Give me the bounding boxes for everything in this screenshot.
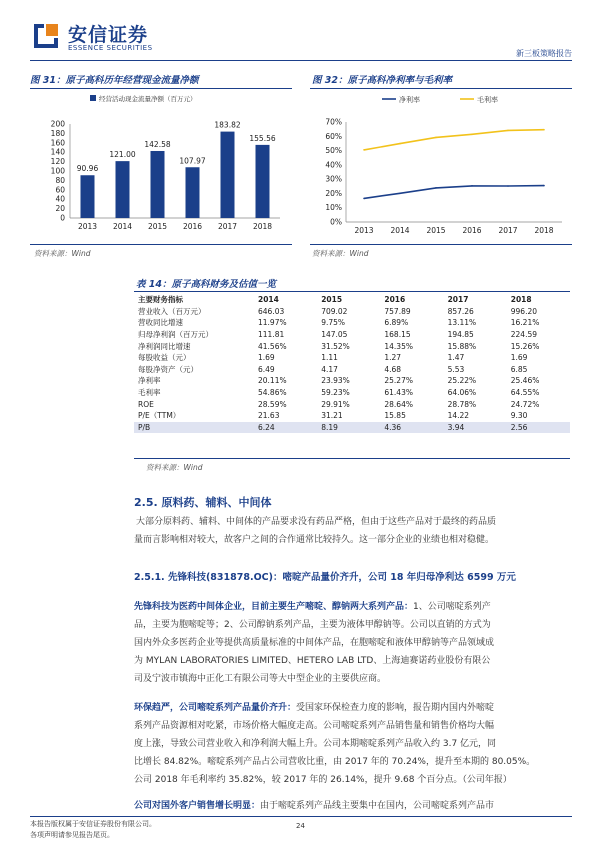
series-point [399, 192, 401, 194]
table-cell: 857.26 [447, 306, 474, 316]
x-tick-label: 2016 [462, 226, 482, 235]
table-14-title: 表 14：原子高科财务及估值一览 [136, 279, 277, 290]
x-tick-label: 2018 [252, 222, 273, 231]
table-row [134, 387, 570, 399]
series-line [364, 186, 544, 199]
x-tick-label: 2016 [182, 222, 203, 231]
bar-data-label: 107.97 [179, 156, 206, 166]
table-cell: 4.68 [384, 364, 402, 374]
table-row-label: 营收同比增速 [138, 318, 183, 328]
y-tick-label: 160 [50, 138, 65, 148]
paragraph-1-text: 1、公司嘧啶系列产 [413, 602, 491, 612]
series-point [543, 129, 545, 131]
table-cell: 1.11 [321, 353, 338, 363]
table-row [134, 306, 570, 318]
margin-line-chart [310, 92, 572, 242]
table-cell: 3.94 [444, 422, 507, 434]
brand-name-english: ESSENCE SECURITIES [68, 44, 153, 52]
table-row-label: 每股净资产（元） [138, 364, 198, 374]
table-row [134, 375, 570, 387]
footer-divider [30, 816, 572, 817]
table-cell: 14.22 [447, 411, 470, 421]
paragraph-3-line-1 [134, 798, 494, 816]
x-tick-label: 2013 [354, 226, 374, 235]
table-cell: 5.53 [447, 364, 465, 374]
y-tick-label: 100 [50, 166, 65, 176]
table-row-label: 净利润同比增速 [138, 341, 191, 351]
bar [151, 151, 165, 218]
table-header-row [134, 294, 570, 306]
table-row-label: P/B [134, 422, 254, 434]
series-point [435, 187, 437, 189]
table-header-cell: 2015 [321, 295, 343, 305]
table-cell: 709.02 [321, 306, 348, 316]
y-tick-label: 200 [50, 119, 65, 129]
table-cell: 9.30 [510, 411, 528, 421]
figure-31-title: 图 31：原子高科历年经营现金流量净额 [30, 75, 199, 86]
table-cell: 194.85 [447, 330, 474, 340]
figure-31-bottom-rule [30, 244, 292, 245]
table-cell: 9.75% [321, 318, 346, 328]
y-tick-label: 30% [325, 174, 342, 184]
table-row-label: P/E（TTM） [138, 411, 181, 421]
series-point [471, 185, 473, 187]
series-point [399, 143, 401, 145]
table-cell: 64.55% [510, 388, 540, 398]
x-tick-label: 2014 [390, 226, 410, 235]
table-14-source: 资料来源：Wind [146, 463, 203, 472]
table-cell: 54.86% [258, 388, 287, 398]
table-cell: 25.27% [384, 376, 413, 386]
paragraph-2-text: 受国家环保检查力度的影响，报告期内国内外嘧啶 [296, 703, 495, 713]
table-header-cell: 2014 [258, 295, 279, 305]
cashflow-bar-chart [30, 92, 292, 242]
financials-table [134, 294, 570, 433]
table-cell: 20.11% [258, 376, 287, 386]
table-cell: 64.06% [447, 388, 477, 398]
series-point [471, 133, 473, 135]
series-point [543, 185, 545, 187]
table-cell: 25.46% [510, 376, 540, 386]
y-tick-label: 0 [60, 213, 65, 223]
table-row [134, 398, 570, 410]
bar-data-label: 121.00 [109, 150, 136, 160]
footer-copyright: 本报告版权属于安信证券股份有限公司。 [30, 820, 156, 828]
table-cell: 59.23% [321, 388, 350, 398]
table-cell: 28.78% [447, 399, 477, 409]
table-cell: 757.89 [384, 306, 411, 316]
table-cell: 6.49 [258, 364, 275, 374]
series-point [363, 149, 365, 151]
table-cell: 16.21% [510, 318, 540, 328]
x-tick-label: 2015 [426, 226, 446, 235]
table-14-rule [134, 291, 570, 292]
table-cell: 4.17 [321, 364, 338, 374]
table-header-cell: 2018 [510, 295, 532, 305]
table-row [134, 340, 570, 352]
legend-swatch [90, 95, 96, 101]
y-tick-label: 60% [325, 131, 342, 141]
company-logo-icon [32, 22, 60, 50]
table-cell: 4.36 [380, 422, 443, 434]
report-type-label: 新三板策略报告 [516, 49, 572, 58]
series-line [364, 130, 544, 150]
figure-32-rule [310, 88, 572, 89]
y-tick-label: 50% [325, 146, 342, 156]
table-row [134, 364, 570, 376]
y-tick-label: 180 [50, 128, 65, 138]
table-header-cell: 2017 [447, 295, 469, 305]
table-header-cell: 2016 [384, 295, 406, 305]
paragraph-1-lead: 先锋科技为医药中间体企业，目前主要生产嘧啶、醇钠两大系列产品： [134, 602, 414, 612]
table-cell: 28.59% [258, 399, 287, 409]
bar-data-label: 183.82 [214, 120, 241, 130]
table-cell: 11.97% [258, 318, 287, 328]
paragraph-1-line-3: 国内外众多医药企业等提供高质量标准的中间体产品，在胞嘧啶和液体甲醇钠等产品领域成 [134, 638, 495, 648]
paragraph-1-line-5: 司及宁波市镇海中正化工有限公司等大中型企业的主要供应商。 [134, 674, 387, 684]
table-row [134, 410, 570, 422]
y-tick-label: 0% [330, 217, 342, 227]
bar-data-label: 90.96 [76, 164, 99, 174]
table-cell: 147.05 [321, 330, 348, 340]
bar [81, 175, 95, 218]
table-cell: 31.52% [321, 341, 350, 351]
table-row-label: 毛利率 [138, 388, 161, 398]
table-row [134, 329, 570, 341]
series-point [435, 137, 437, 139]
footer-disclaimer: 各项声明请参见报告尾页。 [30, 831, 114, 839]
table-cell: 14.35% [384, 341, 413, 351]
table-cell: 23.93% [321, 376, 350, 386]
table-cell: 21.63 [258, 411, 280, 421]
table-cell: 6.89% [384, 318, 409, 328]
legend-label: 经营活动现金流量净额（百万元） [99, 95, 197, 103]
table-row [134, 352, 570, 364]
paragraph-2-line-2: 系列产品资源相对吃紧，市场价格大幅度走高。公司嘧啶系列产品销售量和销售价格均大幅 [134, 721, 495, 731]
y-tick-label: 40 [55, 194, 65, 204]
table-cell: 1.69 [510, 353, 528, 363]
table-cell: 13.11% [447, 318, 477, 328]
figure-31-source: 资料来源：Wind [34, 249, 91, 258]
bar [256, 145, 270, 218]
x-tick-label: 2018 [534, 226, 554, 235]
header-divider [30, 60, 572, 61]
subsection-heading: 2.5.1. 先锋科技(831878.OC)：嘧啶产品量价齐升，公司 18 年归母净利达 6599 万元 [134, 572, 516, 583]
table-cell: 15.26% [510, 341, 540, 351]
table-cell: 1.27 [384, 353, 402, 363]
intro-line-1: 大部分原料药、辅料、中间体的产品要求没有药品严格，但由于这些产品对于最终的药品质 [136, 517, 497, 527]
table-cell: 15.85 [384, 411, 406, 421]
y-tick-label: 20 [55, 204, 65, 214]
table-cell: 25.22% [447, 376, 477, 386]
paragraph-2-line-3: 度上涨，导致公司营业收入和净利润大幅上升。公司本期嘧啶系列产品收入约 3.7 亿元，同 [134, 739, 497, 749]
table-cell: 224.59 [510, 330, 537, 340]
paragraph-1-line-1 [134, 599, 491, 617]
y-tick-label: 140 [50, 147, 65, 157]
table-cell: 28.64% [384, 399, 413, 409]
table-row-label: 归母净利润（百万元） [138, 330, 213, 340]
table-cell: 2.56 [507, 422, 570, 434]
figure-31-rule [30, 88, 292, 89]
table-row [134, 317, 570, 329]
y-tick-label: 20% [325, 188, 342, 198]
y-tick-label: 70% [325, 117, 342, 127]
paragraph-3-text: 由于嘧啶系列产品线主要集中在国内，公司嘧啶系列产品市 [260, 801, 495, 811]
table-cell: 24.72% [510, 399, 540, 409]
table-cell: 29.91% [321, 399, 350, 409]
table-row [134, 422, 570, 434]
y-tick-label: 120 [50, 157, 65, 167]
legend-label: 净利率 [399, 96, 420, 104]
y-tick-label: 80 [55, 175, 65, 185]
table-cell: 6.85 [510, 364, 528, 374]
table-cell: 1.47 [447, 353, 465, 363]
table-cell: 31.21 [321, 411, 343, 421]
table-cell: 8.19 [317, 422, 380, 434]
bar [186, 167, 200, 218]
legend-label: 毛利率 [477, 96, 498, 104]
table-header-cell: 主要财务指标 [138, 295, 183, 305]
y-tick-label: 40% [325, 160, 342, 170]
table-cell: 646.03 [258, 306, 285, 316]
table-cell: 6.24 [254, 422, 317, 434]
x-tick-label: 2015 [147, 222, 168, 231]
table-cell: 15.88% [447, 341, 477, 351]
x-tick-label: 2013 [77, 222, 98, 231]
paragraph-2-lead: 环保趋严，公司嘧啶系列产品量价齐升： [134, 703, 297, 713]
intro-line-2: 量而言影响相对较大，故客户之间的合作通常比较持久。这一部分企业的业绩也相对稳健。 [134, 535, 495, 545]
x-tick-label: 2017 [498, 226, 518, 235]
table-cell: 996.20 [510, 306, 537, 316]
paragraph-3-lead: 公司对国外客户销售增长明显： [134, 801, 261, 811]
series-point [507, 185, 509, 187]
figure-32-title: 图 32：原子高科净利率与毛利率 [312, 75, 453, 86]
section-heading: 2.5. 原料药、辅料、中间体 [134, 496, 272, 509]
y-tick-label: 10% [325, 203, 342, 213]
paragraph-1-line-4: 为 MYLAN LABORATORIES LIMITED、HETERO LAB LTD、上海迪赛诺药业股份有限公 [134, 656, 491, 666]
bar [221, 132, 235, 218]
bar [116, 161, 130, 218]
page-number: 24 [296, 822, 305, 830]
series-point [363, 198, 365, 200]
bar-data-label: 155.56 [249, 133, 276, 143]
bar-data-label: 142.58 [144, 139, 171, 149]
x-tick-label: 2017 [217, 222, 238, 231]
table-cell: 41.56% [258, 341, 287, 351]
table-row-label: ROE [138, 399, 154, 409]
table-cell: 61.43% [384, 388, 413, 398]
paragraph-2-line-1 [134, 700, 494, 718]
table-row-label: 净利率 [138, 376, 161, 386]
figure-32-source: 资料来源：Wind [312, 249, 369, 258]
brand-name: 安信证券 [68, 24, 149, 46]
table-row-label: 营业收入（百万元） [138, 306, 206, 316]
table-cell: 168.15 [384, 330, 411, 340]
x-tick-label: 2014 [112, 222, 133, 231]
table-cell: 1.69 [258, 353, 275, 363]
y-tick-label: 60 [55, 185, 65, 195]
series-point [507, 130, 509, 132]
paragraph-2-line-4: 比增长 84.82%。嘧啶系列产品占公司营收比重，由 2017 年的 70.24%，提升至本期的 80.05%。 [134, 757, 536, 767]
table-row-label: 每股收益（元） [138, 353, 191, 363]
table-cell: 111.81 [258, 330, 285, 340]
table-14-bottom-rule [134, 458, 570, 459]
figure-32-bottom-rule [310, 244, 572, 245]
paragraph-2-line-5: 公司 2018 年毛利率约 35.82%，较 2017 年的 26.14%，提升 9.68 个百分点。（公司年报） [134, 775, 512, 785]
paragraph-1-line-2: 品，主要为胞嘧啶等；2、公司醇钠系列产品，主要为液体甲醇钠等。公司以直销的方式为 [134, 620, 491, 630]
